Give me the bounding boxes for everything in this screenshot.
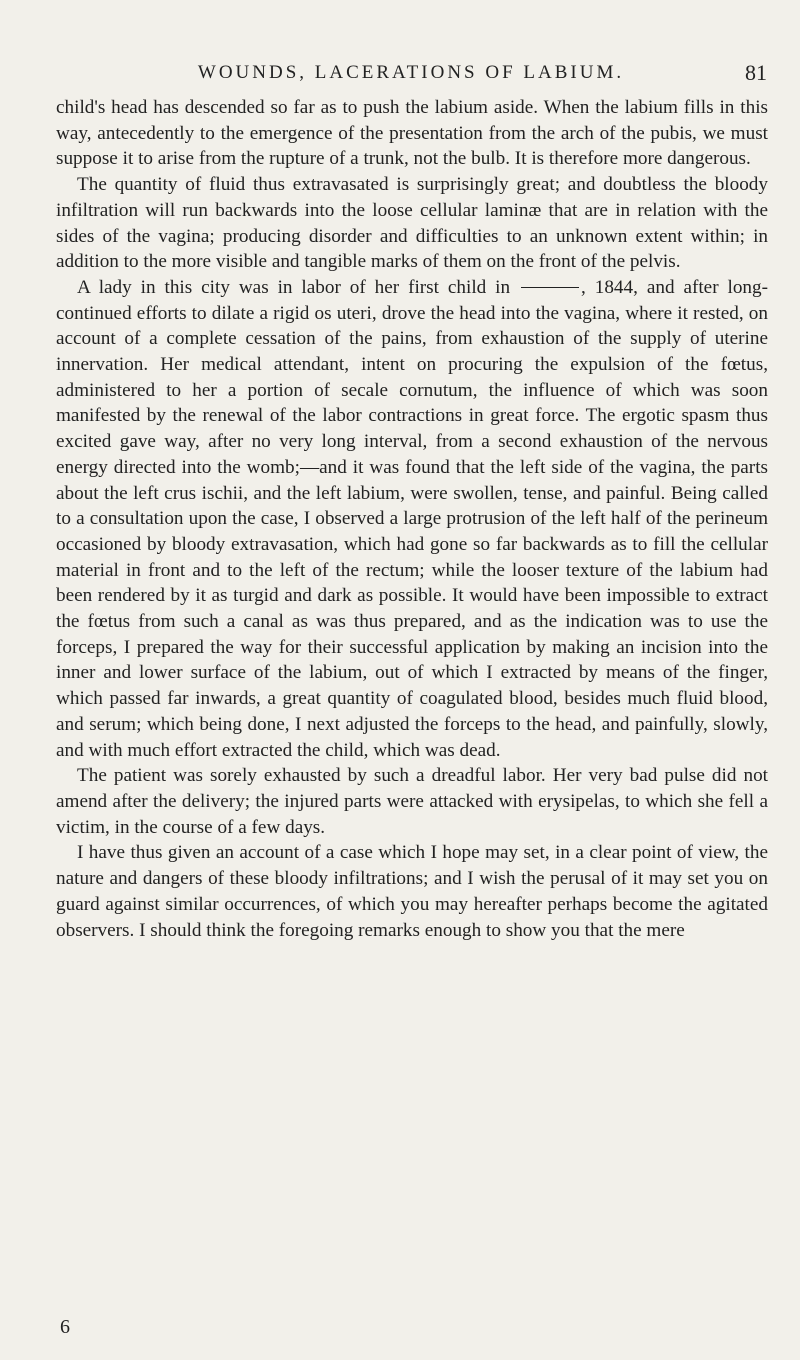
paragraph-outcome: The patient was sorely exhausted by such a dreadful labor. Her very bad pulse did not amend after the delivery; the injured parts were attacked with erysipelas, to which she fell a victim, in the course of a few days.	[56, 765, 768, 838]
running-head: WOUNDS, LACERATIONS OF LABIUM.	[197, 62, 625, 83]
signature-mark: 6	[60, 1316, 70, 1338]
paragraph-conclusion: I have thus given an account of a case which I hope may set, in a clear point of view, the nature and dangers of these bloody infiltrations; and I wish the perusal of it may set you on guard against similar occurrences, of which you may hereafter perhaps become the agitated observers. I should think the foregoing remarks enough to show you that the mere	[56, 842, 768, 941]
paragraph-case-report	[56, 275, 768, 763]
body-text	[56, 95, 768, 943]
page-number: 81	[745, 60, 767, 85]
case-text-rest: , 1844, and after long-continued efforts to dilate a rigid os uteri, drove the head into the vagina, where it rested, on account of a complete cessation of the pains, from exhaustion of the supply of uterine innervation. Her medical attendant, intent on procuring the expulsion of the fœtus, administered to her a portion of secale cornutum, the influence of which was soon manifested by the renewal of the labor contractions in great force. The ergotic spasm thus excited gave way, after no very long interval, from a second exhaustion of the nervous energy directed into the womb;—and it was found that the left side of the vagina, the parts about the left crus ischii, and the left labium, were swollen, tense, and painful. Being called to a consultation upon the case, I observed a large protrusion of the left half of the perineum occasioned by bloody extravasation, which had gone so far backwards as to fill the cellular material in front and to the left of the rectum; while the looser texture of the labium had been rendered by it as turgid and dark as possible. It would have been impossible to extract the fœtus from such a canal as was thus prepared, and as the indication was to use the forceps, I prepared the way for their successful application by making an incision into the inner and lower surface of the labium, out of which I extracted by means of the finger, which passed far inwards, a great quantity of coagulated blood, besides much fluid blood, and serum; which being done, I next adjusted the forceps to the head, and painfully, slowly, and with much effort extracted the child, which was dead.	[56, 276, 769, 761]
case-text-start: A lady in this city was in labor of her first child in	[77, 276, 511, 298]
paragraph-continued: child's head has descended so far as to push the labium aside. When the labium fills in this way, antecedently to the emergence of the presentation from the arch of the pubis, we must suppose it to arise from the rupture of a trunk, not the bulb. It is therefore more dangerous.	[56, 97, 768, 170]
paragraph-fluid-quantity: The quantity of fluid thus extravasated is surprisingly great; and doubtless the bloody infiltration will run backwards into the loose cellular laminæ that are in relation with the sides of the vagina; producing disorder and difficulties to an unknown extent within; in addition to the more visible and tangible marks of them on the front of the pelvis.	[56, 174, 768, 273]
page-header	[55, 60, 767, 90]
date-blank-line	[521, 287, 579, 288]
